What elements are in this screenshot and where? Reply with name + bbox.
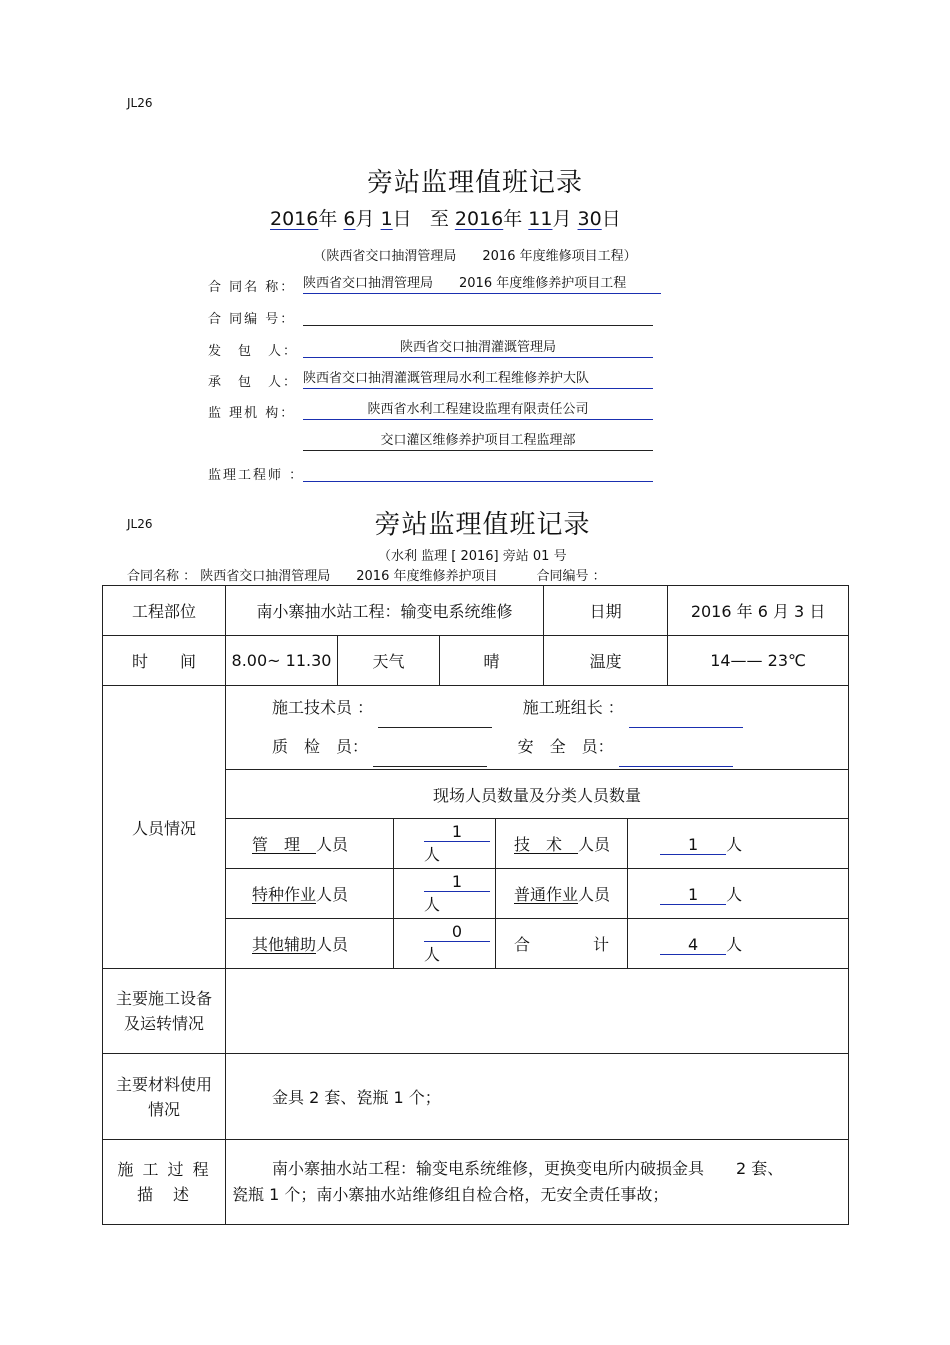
equipment-label-cell: 主要施工设备及运转情况 xyxy=(103,969,226,1054)
count-header-cell: 现场人员数量及分类人员数量 xyxy=(226,770,849,819)
engineer-label: 监理工程师 ： xyxy=(208,468,305,483)
mgmt-count-cell: 1人 xyxy=(394,819,496,869)
special-label-cell: 特种作业人员 xyxy=(226,869,394,919)
supervisor-label: 监 理机 构： xyxy=(208,406,296,421)
temp-value-cell: 14—— 23℃ xyxy=(668,636,849,686)
contract-name-field: 陕西省交口抽渭管理局 2016 年度维修养护项目工程 xyxy=(303,275,661,294)
tech-label-cell: 技 术 人员 xyxy=(496,819,628,869)
material-label-cell: 主要材料使用情况 xyxy=(103,1054,226,1140)
start-month: 6 xyxy=(343,208,356,230)
weather-label-cell: 天气 xyxy=(338,636,440,686)
process-line-1: 南小寨抽水站工程：输变电系统维修，更换变电所内破损金具 2 套、 xyxy=(272,1159,784,1178)
cover-date-range: 2016年 6月 1日 至 2016年 11月 30日 xyxy=(270,208,621,230)
record-table xyxy=(102,585,849,1225)
end-month: 11 xyxy=(528,208,553,230)
end-day: 30 xyxy=(577,208,602,230)
part-value-cell: 南小寨抽水站工程：输变电系统维修 xyxy=(226,586,544,636)
staff-label-cell: 人员情况 xyxy=(103,686,226,969)
supervisor-field-2: 交口灌区维修养护项目工程监理部 xyxy=(303,432,653,451)
record-form-code: JL26 xyxy=(127,517,153,531)
end-year: 2016 xyxy=(454,208,504,230)
contract-no-field xyxy=(303,307,653,326)
record-contract-line: 合同名称 ： 陕西省交口抽渭管理局 2016 年度维修养护项目 合同编号 ： xyxy=(127,569,606,584)
date-label-cell: 日期 xyxy=(544,586,668,636)
process-label-cell: 施 工 过 程描 述 xyxy=(103,1140,226,1225)
temp-label-cell: 温度 xyxy=(544,636,668,686)
special-count-cell: 1人 xyxy=(394,869,496,919)
general-count-cell: 1 人 xyxy=(628,869,849,919)
part-label-cell: 工程部位 xyxy=(103,586,226,636)
contractor-label: 承 包 人： xyxy=(208,375,299,390)
general-label-cell: 普通作业人员 xyxy=(496,869,628,919)
mgmt-label-cell: 管 理 人员 xyxy=(226,819,394,869)
record-doc-number: （水利 监理 [ 2016] 旁站 01 号 xyxy=(378,549,567,564)
employer-field: 陕西省交口抽渭灌溉管理局 xyxy=(303,339,653,358)
start-day: 1 xyxy=(380,208,393,230)
tech-staff-field xyxy=(378,689,492,728)
contractor-field: 陕西省交口抽渭灌溉管理局水利工程维修养护大队 xyxy=(303,370,653,389)
time-value-cell: 8.00~ 11.30 xyxy=(226,636,338,686)
employer-label: 发 包 人： xyxy=(208,344,299,359)
engineer-field xyxy=(303,463,653,482)
process-line-2: 瓷瓶 1 个；南小寨抽水站维修组自检合格，无安全责任事故； xyxy=(232,1185,669,1204)
supervisor-field-1: 陕西省水利工程建设监理有限责任公司 xyxy=(303,401,653,420)
team-leader-field xyxy=(629,689,743,728)
total-label-cell: 合 计 xyxy=(496,919,628,969)
equipment-value-cell xyxy=(226,969,849,1054)
staff-names-cell: 施工技术员 ： 施工班组长 ： 质 检 员： 安 全 员： xyxy=(226,686,849,770)
safety-field xyxy=(619,728,733,767)
tech-count-cell: 1 人 xyxy=(628,819,849,869)
total-count-cell: 4 人 xyxy=(628,919,849,969)
record-title: 旁站监理值班记录 xyxy=(374,510,591,540)
start-year: 2016 xyxy=(270,208,319,230)
cover-project-note: （陕西省交口抽渭管理局 2016 年度维修项目工程） xyxy=(313,249,637,264)
contract-no-label: 合 同编 号： xyxy=(208,312,296,327)
date-value-cell: 2016 年 6 月 3 日 xyxy=(668,586,849,636)
cover-title: 旁站监理值班记录 xyxy=(366,168,583,198)
aux-label-cell: 其他辅助人员 xyxy=(226,919,394,969)
cover-form-code: JL26 xyxy=(127,96,153,110)
inspector-field xyxy=(373,728,487,767)
contract-name-label: 合 同名 称： xyxy=(208,280,296,295)
weather-value-cell: 晴 xyxy=(440,636,544,686)
time-label-cell: 时 间 xyxy=(103,636,226,686)
process-value-cell xyxy=(226,1140,849,1225)
material-value-cell: 金具 2 套、瓷瓶 1 个； xyxy=(226,1054,849,1140)
aux-count-cell: 0人 xyxy=(394,919,496,969)
